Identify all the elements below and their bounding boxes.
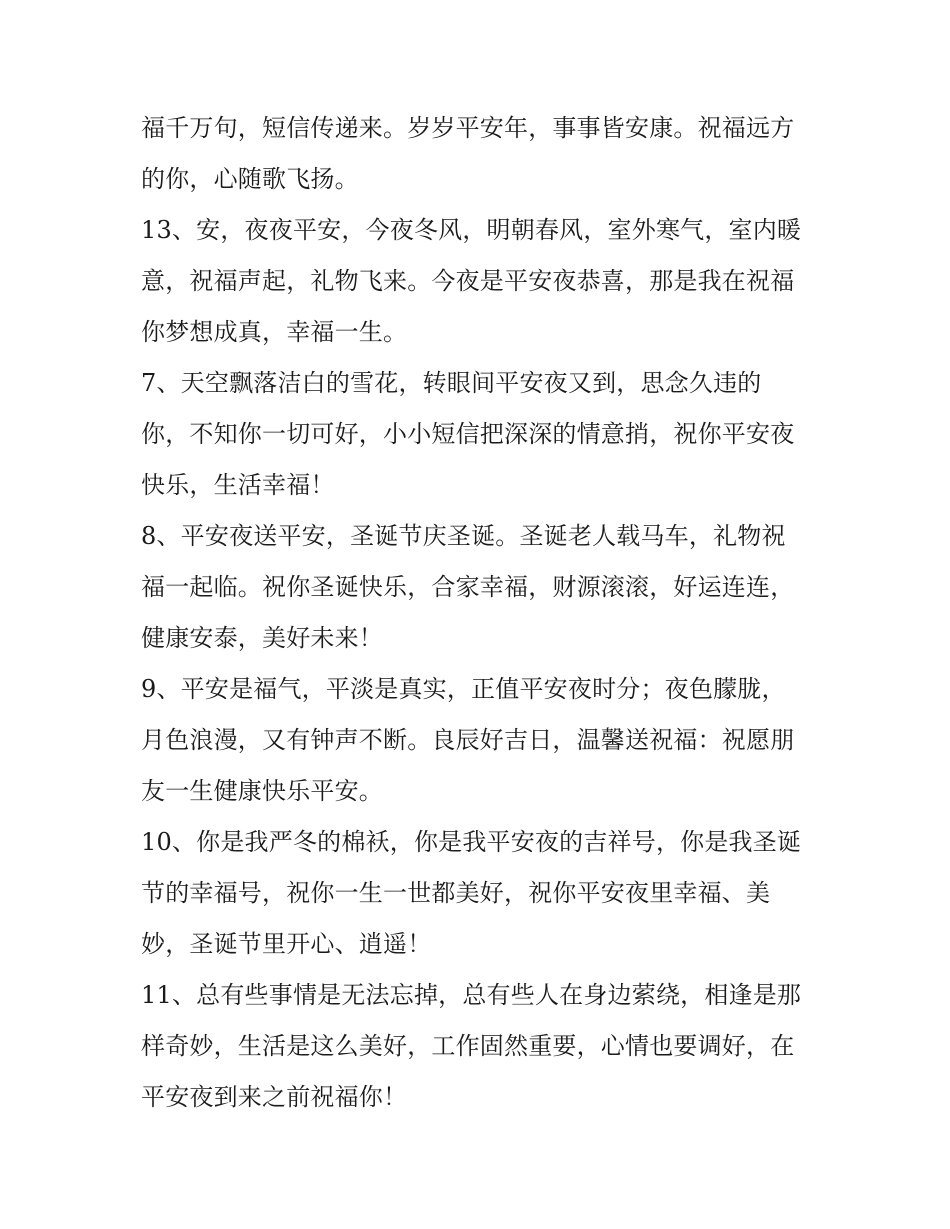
text-line: 9、平安是福气，平淡是真实，正值平安夜时分；夜色朦胧， bbox=[141, 675, 786, 703]
text-line: 平安夜到来之前祝福你！ bbox=[141, 1083, 408, 1111]
text-line: 节的幸福号，祝你一生一世都美好，祝你平安夜里幸福、美 bbox=[141, 879, 771, 907]
text-line: 样奇妙，生活是这么美好，工作固然重要，心情也要调好，在 bbox=[141, 1032, 795, 1060]
text-line: 意，祝福声起，礼物飞来。今夜是平安夜恭喜，那是我在祝福 bbox=[141, 267, 795, 295]
text-line: 快乐，生活幸福！ bbox=[141, 471, 335, 499]
document-body bbox=[141, 103, 821, 1123]
text-line: 8、平安夜送平安，圣诞节庆圣诞。圣诞老人载马车，礼物祝 bbox=[141, 522, 786, 550]
text-line: 月色浪漫，又有钟声不断。良辰好吉日，温馨送祝福：祝愿朋 bbox=[141, 726, 795, 754]
text-line: 福千万句，短信传递来。岁岁平安年，事事皆安康。祝福远方 bbox=[141, 114, 795, 142]
text-line: 友一生健康快乐平安。 bbox=[141, 777, 383, 805]
text-line: 你梦想成真，幸福一生。 bbox=[141, 318, 408, 346]
text-line: 的你，心随歌飞扬。 bbox=[141, 165, 359, 193]
text-line: 7、天空飘落洁白的雪花，转眼间平安夜又到，思念久违的 bbox=[141, 369, 762, 397]
text-line: 福一起临。祝你圣诞快乐，合家幸福，财源滚滚，好运连连， bbox=[141, 573, 795, 601]
text-line: 11、总有些事情是无法忘掉，总有些人在身边萦绕，相逢是那 bbox=[141, 981, 802, 1009]
text-line: 你，不知你一切可好，小小短信把深深的情意捎，祝你平安夜 bbox=[141, 420, 795, 448]
text-line: 健康安泰，美好未来！ bbox=[141, 624, 383, 652]
text-line: 10、你是我严冬的棉袄，你是我平安夜的吉祥号，你是我圣诞 bbox=[141, 828, 802, 856]
text-line: 13、安，夜夜平安，今夜冬风，明朝春风，室外寒气，室内暖 bbox=[141, 216, 802, 244]
text-line: 妙，圣诞节里开心、逍遥！ bbox=[141, 930, 432, 958]
